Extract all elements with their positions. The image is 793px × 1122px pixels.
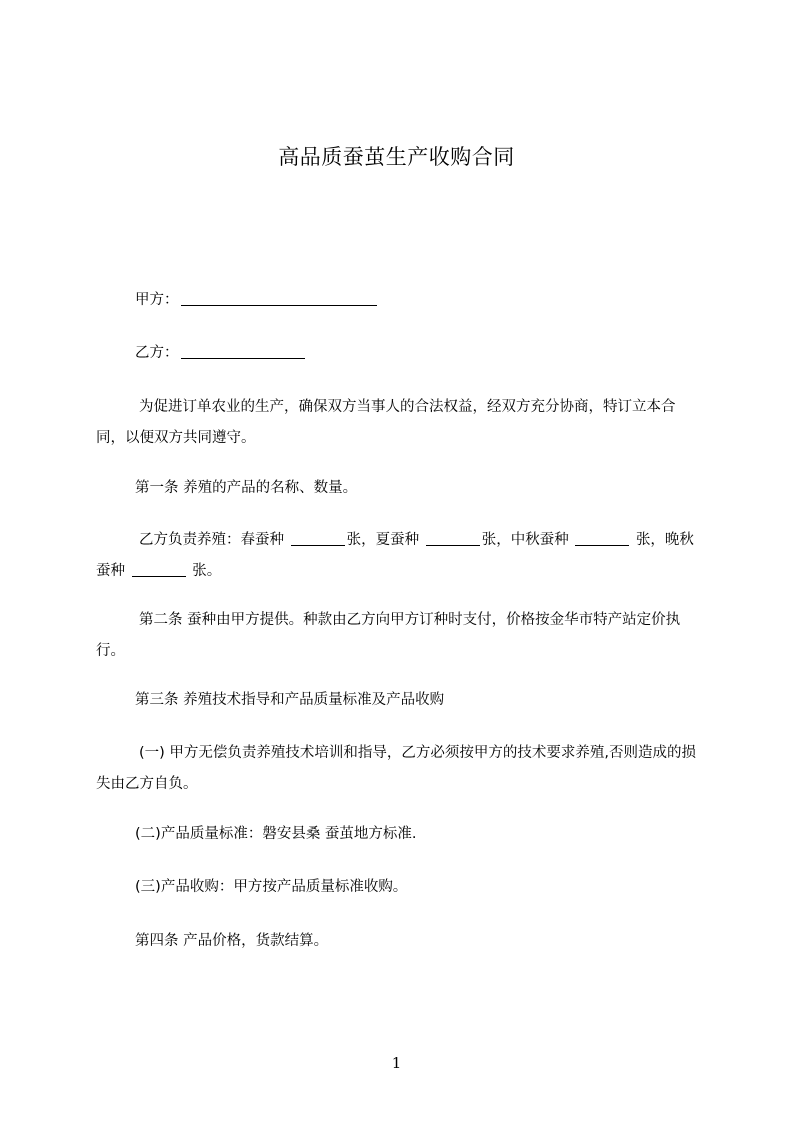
party-b-label: 乙方： bbox=[135, 345, 179, 361]
late-autumn-blank bbox=[132, 562, 186, 577]
page-number: 1 bbox=[391, 1054, 402, 1072]
party-b-blank bbox=[181, 344, 305, 359]
article3-item2: (二)产品质量标准：磐安县桑 蚕茧地方标准. bbox=[135, 826, 417, 842]
article1-unit2: 张，中秋蚕种 bbox=[481, 532, 569, 548]
document-title: 高品质蚕茧生产收购合同 bbox=[278, 145, 515, 169]
article2-text: 第二条 蚕种由甲方提供。种款由乙方向甲方订种时支付，价格按金华市特产站定价执行。 bbox=[96, 612, 681, 659]
article3-heading: 第三条 养殖技术指导和产品质量标准及产品收购 bbox=[135, 692, 445, 708]
mid-autumn-blank bbox=[575, 531, 629, 546]
summer-blank bbox=[426, 531, 480, 546]
article1-prefix: 乙方负责养殖：春蚕种 bbox=[139, 532, 284, 548]
article4-heading: 第四条 产品价格，货款结算。 bbox=[135, 933, 329, 949]
article1-heading: 第一条 养殖的产品的名称、数量。 bbox=[135, 480, 358, 496]
intro-text: 为促进订单农业的生产，确保双方当事人的合法权益，经双方充分协商，特订立本合同，以便双方共同遵守。 bbox=[96, 399, 676, 446]
party-a-blank bbox=[181, 291, 377, 306]
spring-blank bbox=[291, 531, 345, 546]
party-a-line bbox=[135, 290, 379, 310]
article2-paragraph bbox=[96, 605, 701, 667]
article1-unit4: 张。 bbox=[192, 563, 222, 579]
article3-item3: (三)产品收购：甲方按产品质量标准收购。 bbox=[135, 879, 408, 895]
article3-item1-text: (一) 甲方无偿负责养殖技术培训和指导，乙方必须按甲方的技术要求养殖,否则造成的损失由乙方自负。 bbox=[96, 745, 697, 792]
article1-unit1: 张，夏蚕种 bbox=[346, 532, 420, 548]
intro-paragraph bbox=[96, 392, 701, 454]
article3-item1 bbox=[96, 738, 701, 800]
article1-unit3: 张，晚秋蚕种 bbox=[96, 532, 694, 579]
party-b-line bbox=[135, 343, 307, 363]
article1-quantities bbox=[96, 525, 701, 587]
party-a-label: 甲方： bbox=[135, 292, 179, 308]
